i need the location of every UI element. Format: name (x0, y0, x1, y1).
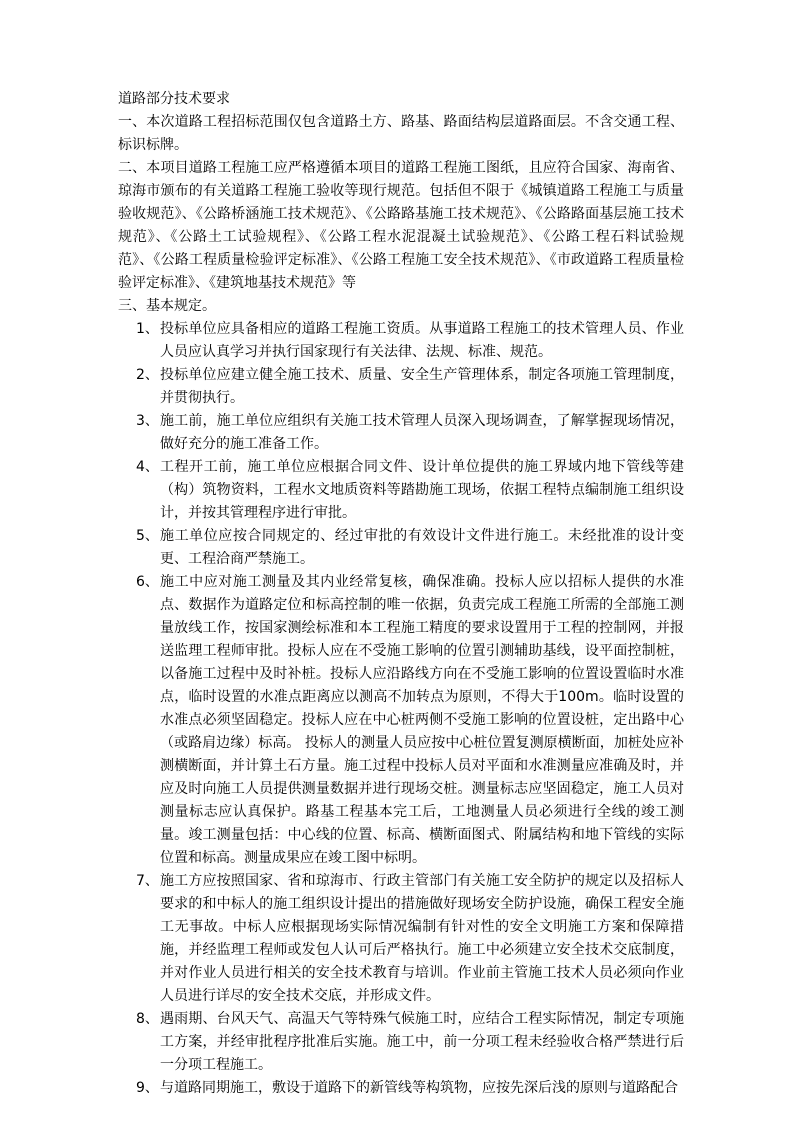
list-item-text: 施工前，施工单位应组织有关施工技术管理人员深入现场调查，了解掌握现场情况，做好充分的施工准备工作。 (160, 413, 684, 452)
list-item-text: 投标单位应具备相应的道路工程施工资质。从事道路工程施工的技术管理人员、作业人员应认真学习并执行国家现行有关法律、法规、标准、规范。 (160, 321, 684, 360)
paragraph-scope: 一、本次道路工程招标范围仅包含道路土方、路基、路面结构层道路面层。不含交通工程、标识标牌。 (118, 114, 684, 153)
document-body (118, 88, 684, 1100)
basic-rules-list (118, 318, 684, 1100)
list-item-number: 2、 (136, 367, 159, 383)
list-item-number: 5、 (136, 528, 159, 544)
list-item (118, 525, 684, 571)
list-item-text: 工程开工前，施工单位应根据合同文件、设计单位提供的施工界域内地下管线等建（构）筑物资料，工程水文地质资料等踏勘施工现场，依据工程特点编制施工组织设计，并按其管理程序进行审批。 (160, 459, 684, 521)
list-item-text: 施工中应对施工测量及其内业经常复核，确保准确。投标人应以招标人提供的水准点、数据作为道路定位和标高控制的唯一依据，负责完成工程施工所需的全部施工测量放线工作，按国家测绘标准和本工程施工精度的要求设置用于工程的控制网，并报送监理工程师审批。投标人应在不受施工影响的位置引测辅助基线，设平面控制桩，以备施工过程中及时补桩。投标人应沿路线方向在不受施工影响的位置设置临时水准点，临时设置的水准点距离应以测高不加转点为原则，不得大于100m。临时设置的水准点必须坚固稳定。投标人应在中心桩两侧不受施工影响的位置设桩，定出路中心（或路肩边缘）标高。 投标人的测量人员应按中心桩位置复测原横断面，加桩处应补测横断面，并计算土石方量。施工过程中投标人员对平面和水准测量应准确及时，并应及时向施工人员提供测量数据并进行现场交桩。测量标志应坚固稳定，施工人员对测量标志应认真保护。路基工程基本完工后，工地测量人员必须进行全线的竣工测量。竣工测量包括：中心线的位置、标高、横断面图式、附属结构和地下管线的实际位置和标高。测量成果应在竣工图中标明。 (160, 574, 684, 866)
section-heading-basic-rules: 三、基本规定。 (118, 298, 216, 314)
list-item-number: 4、 (136, 459, 159, 475)
list-item (118, 410, 684, 456)
list-item-number: 7、 (136, 873, 159, 889)
list-item-number: 6、 (136, 574, 159, 590)
paragraph-standards: 二、本项目道路工程施工应严格遵循本项目的道路工程施工图纸，且应符合国家、海南省、琼海市颁布的有关道路工程施工验收等现行规范。包括但不限于《城镇道路工程施工与质量验收规范》、《公路桥涵施工技术规范》、《公路路基施工技术规范》、《公路路面基层施工技术规范》、《公路土工试验规程》、《公路工程水泥混凝土试验规范》、《公路工程石料试验规范》、《公路工程质量检验评定标准》、《公路工程施工安全技术规范》、《市政道路工程质量检验评定标准》、《建筑地基技术规范》等 (118, 160, 684, 291)
list-item (118, 318, 684, 364)
list-item-number: 1、 (136, 321, 159, 337)
list-item-number: 8、 (136, 1011, 159, 1027)
list-item (118, 456, 684, 525)
list-item-text: 投标单位应建立健全施工技术、质量、安全生产管理体系，制定各项施工管理制度，并贯彻执行。 (160, 367, 684, 406)
list-item (118, 571, 684, 870)
list-item (118, 1077, 684, 1100)
list-item-text: 遇雨期、台风天气、高温天气等特殊气候施工时，应结合工程实际情况，制定专项施工方案，并经审批程序批准后实施。施工中，前一分项工程未经验收合格严禁进行后一分项工程施工。 (160, 1011, 684, 1073)
list-item-number: 9、 (136, 1080, 159, 1096)
list-item (118, 364, 684, 410)
list-item (118, 1008, 684, 1077)
list-item-number: 3、 (136, 413, 159, 429)
list-item-text: 施工方应按照国家、省和琼海市、行政主管部门有关施工安全防护的规定以及招标人要求的和中标人的施工组织设计提出的措施做好现场安全防护设施，确保工程安全施工无事故。中标人应根据现场实际情况编制有针对性的安全文明施工方案和保障措施，并经监理工程师或发包人认可后严格执行。施工中必须建立安全技术交底制度，并对作业人员进行相关的安全技术教育与培训。作业前主管施工技术人员必须向作业人员进行详尽的安全技术交底，并形成文件。 (160, 873, 684, 1004)
list-item-text: 与道路同期施工，敷设于道路下的新管线等构筑物，应按先深后浅的原则与道路配合 (160, 1080, 678, 1096)
document-title: 道路部分技术要求 (118, 91, 230, 107)
list-item-text: 施工单位应按合同规定的、经过审批的有效设计文件进行施工。未经批准的设计变更、工程洽商严禁施工。 (160, 528, 684, 567)
list-item (118, 870, 684, 1008)
